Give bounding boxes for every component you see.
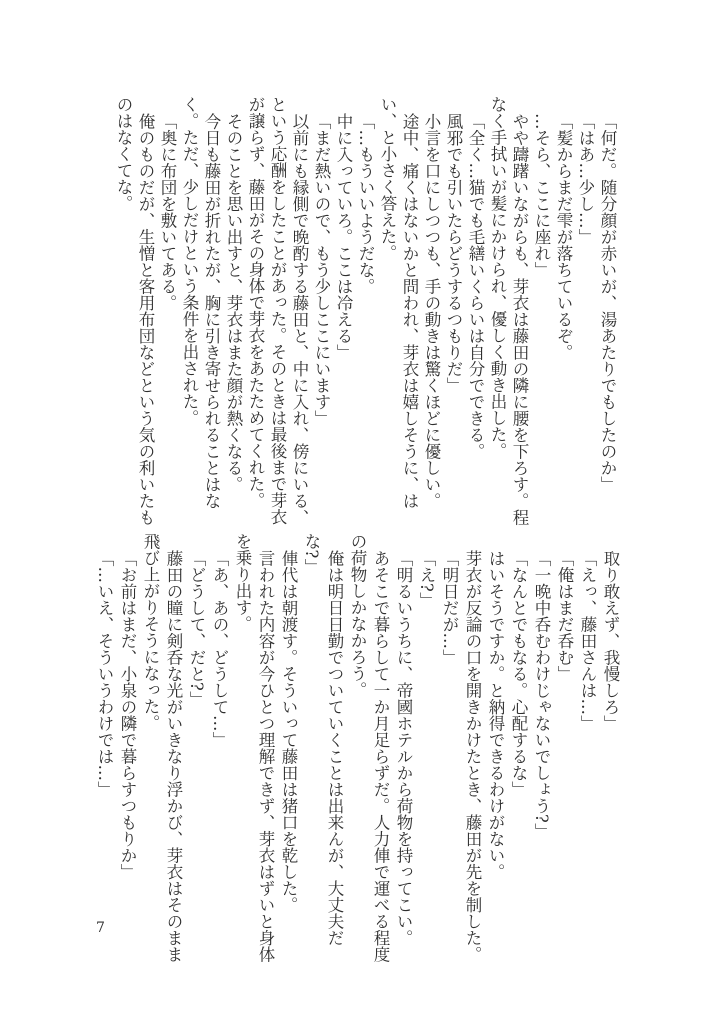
paragraph: 芽衣が反論の口を開きかけたとき、藤田が先を制した。 (463, 549, 482, 962)
paragraph: 「どうして、だと?」 (187, 549, 206, 707)
paragraph: 「お前はまだ、小泉の隣で暮らすつもりか」 (118, 549, 137, 880)
paragraph: 途中、痛くはないかと問われ、芽衣は嬉しそうに、はい、と小さく答えた。 (378, 96, 419, 509)
paragraph: 「髪からまだ雫が落ちているぞ。 (554, 112, 573, 360)
paragraph: 藤田の瞳に剣呑な光がいきなり浮かび、芽衣はそのまま飛び上がりそうになった。 (141, 533, 183, 962)
paragraph: やや躊躇いながらも、芽衣は藤田の隣に腰を下ろす。程なく手拭いが髪にかけられ、優しく動き出した。 (488, 96, 529, 525)
paragraph: 俺は明日日勤でついていくことは出来んが、大丈夫だな?」 (302, 533, 344, 946)
page-number: 7 (96, 920, 105, 936)
paragraph: 小言を口にしつつも、手の動きは驚くほどに優しい。 (422, 112, 441, 509)
paragraph: 「え?」 (417, 549, 436, 608)
paragraph: 「俺はまだ呑む」 (555, 549, 574, 682)
paragraph: 「なんとでもなる。心配するな」 (509, 549, 528, 797)
paragraph: 今日も藤田が折れたが、胸に引き寄せられることはなく。ただ、少しだけという条件を出された。 (180, 96, 221, 509)
paragraph: 俥代は朝渡す。そういって藤田は猪口を乾した。 (279, 549, 298, 913)
paragraph: …そら、ここに座れ」 (532, 112, 551, 278)
paragraph: 風邪でも引いたらどうするつもりだ」 (444, 112, 463, 393)
paragraph: 中に入っていろ。ここは冷える」 (334, 112, 353, 360)
upper-text-block (112, 96, 618, 526)
paragraph: 「まだ熱いので、もう少しここにいます」 (312, 112, 331, 426)
paragraph: 取り敢えず、我慢しろ」 (601, 549, 620, 731)
paragraph: そのことを思い出すと、芽衣はまた顔が熱くなる。 (224, 112, 243, 492)
paragraph: あそこで暮らして一か月足らずだ。人力俥で運べる程度の荷物しかなかろう。 (348, 533, 390, 962)
paragraph: 俺のものだが、生憎と客用布団などという気の利いたものはなくてな。 (114, 96, 155, 525)
paragraph: 「…もういいようだな。 (356, 112, 375, 294)
paragraph: 「明日だが…」 (440, 549, 459, 665)
lower-text-block (93, 533, 622, 963)
paragraph: 「奥に布団を敷いてある。 (158, 112, 177, 311)
paragraph: 「えっ、藤田さんは…」 (578, 549, 597, 731)
paragraph: はいそうですか。と納得できるわけがない。 (486, 549, 505, 880)
paragraph: 以前にも縁側で晩酌する藤田と、中に入れ、傍にいる、という応酬をしたことがあった。そのときは最後まで芽衣が譲らず、藤田がその身体で芽衣をあたためてくれた。 (246, 96, 309, 525)
paragraph: 「明るいうちに、帝國ホテルから荷物を持ってこい。 (394, 549, 413, 946)
paragraph: 「一晩中呑むわけじゃないでしょう?」 (532, 549, 551, 839)
paragraph: 「あ、あの、どうして…」 (210, 549, 229, 748)
paragraph: 言われた内容が今ひとつ理解できず、芽衣はずいと身体を乗り出す。 (233, 533, 275, 962)
paragraph: 「何だ。随分顔が赤いが、湯あたりでもしたのか」 (598, 112, 617, 492)
paragraph: 「全く…猫でも毛繕いくらいは自分でできる。 (466, 112, 485, 459)
paragraph: 「はあ…少し…」 (576, 112, 595, 245)
paragraph: 「…いえ、そういうわけでは…」 (95, 549, 114, 797)
